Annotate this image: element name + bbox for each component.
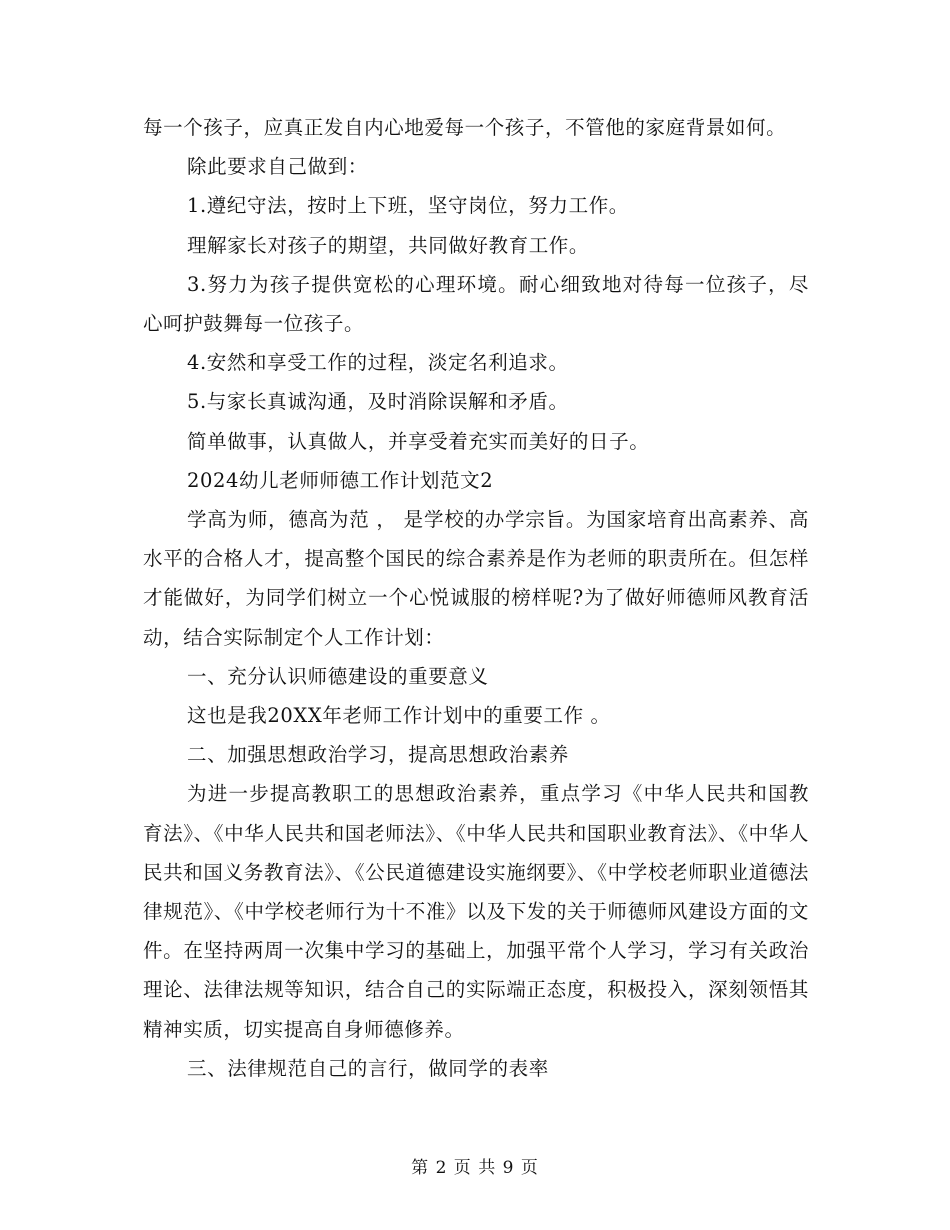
footer-label-total: 共 <box>478 1158 497 1178</box>
footer-total-pages: 9 <box>502 1158 515 1178</box>
paragraph: 三、法律规范自己的言行，做同学的表率 <box>187 1056 549 1080</box>
paragraph: 3.努力为孩子提供宽松的心理环境。耐心细致地对待每一位孩子，尽心呵护鼓舞每一位孩子。 <box>143 272 809 336</box>
paragraph: 5.与家长真诚沟通，及时消除误解和矛盾。 <box>187 390 569 414</box>
paragraph: 简单做事，认真做人，并享受着充实而美好的日子。 <box>187 429 650 453</box>
paragraph: 为进一步提高教职工的思想政治素养，重点学习《中华人民共和国教育法》、《中华人民共和国老师法》、《中华人民共和国职业教育法》、《中华人民共和国义务教育法》、《公民道德建设实施纲要》、《中学校老师职业道德法律规范》、《中学校老师行为十不准》以及下发的关于师德师风建设方面的文件。在坚持两周一次集中学习的基础上，加强平常个人学习，学习有关政治理论、法律法规等知识，结合自己的实际端正态度，积极投入，深刻领悟其精神实质，切实提高自身师德修养。 <box>143 782 809 1041</box>
paragraph: 一、充分认识师德建设的重要意义 <box>187 664 489 688</box>
paragraph: 这也是我20XX年老师工作计划中的重要工作 。 <box>187 704 611 728</box>
paragraph: 1.遵纪守法，按时上下班，坚守岗位，努力工作。 <box>187 194 629 218</box>
paragraph: 理解家长对孩子的期望，共同做好教育工作。 <box>187 233 590 257</box>
footer-label-page: 第 <box>411 1158 430 1178</box>
paragraph: 2024幼儿老师师德工作计划范文2 <box>187 468 494 492</box>
paragraph: 学高为师，德高为范 ， 是学校的办学宗旨。为国家培育出高素养、高水平的合格人才，提高整个国民的综合素养是作为老师的职责所在。但怎样才能做好，为同学们树立一个心悦诚服的榜样呢?为了做好师德师风教育活动，结合实际制定个人工作计划： <box>143 508 809 649</box>
paragraph: 4.安然和享受工作的过程，淡定名利追求。 <box>187 351 569 375</box>
footer-current-page: 2 <box>435 1158 448 1178</box>
paragraph: 二、加强思想政治学习，提高思想政治素养 <box>187 743 569 767</box>
page-footer <box>0 1153 950 1178</box>
document-body <box>143 108 809 1088</box>
paragraph: 除此要求自己做到： <box>187 155 368 179</box>
paragraph: 每一个孩子，应真正发自内心地爱每一个孩子，不管他的家庭背景如何。 <box>143 116 787 139</box>
footer-label-unit2: 页 <box>520 1158 539 1178</box>
footer-label-unit: 页 <box>453 1158 472 1178</box>
